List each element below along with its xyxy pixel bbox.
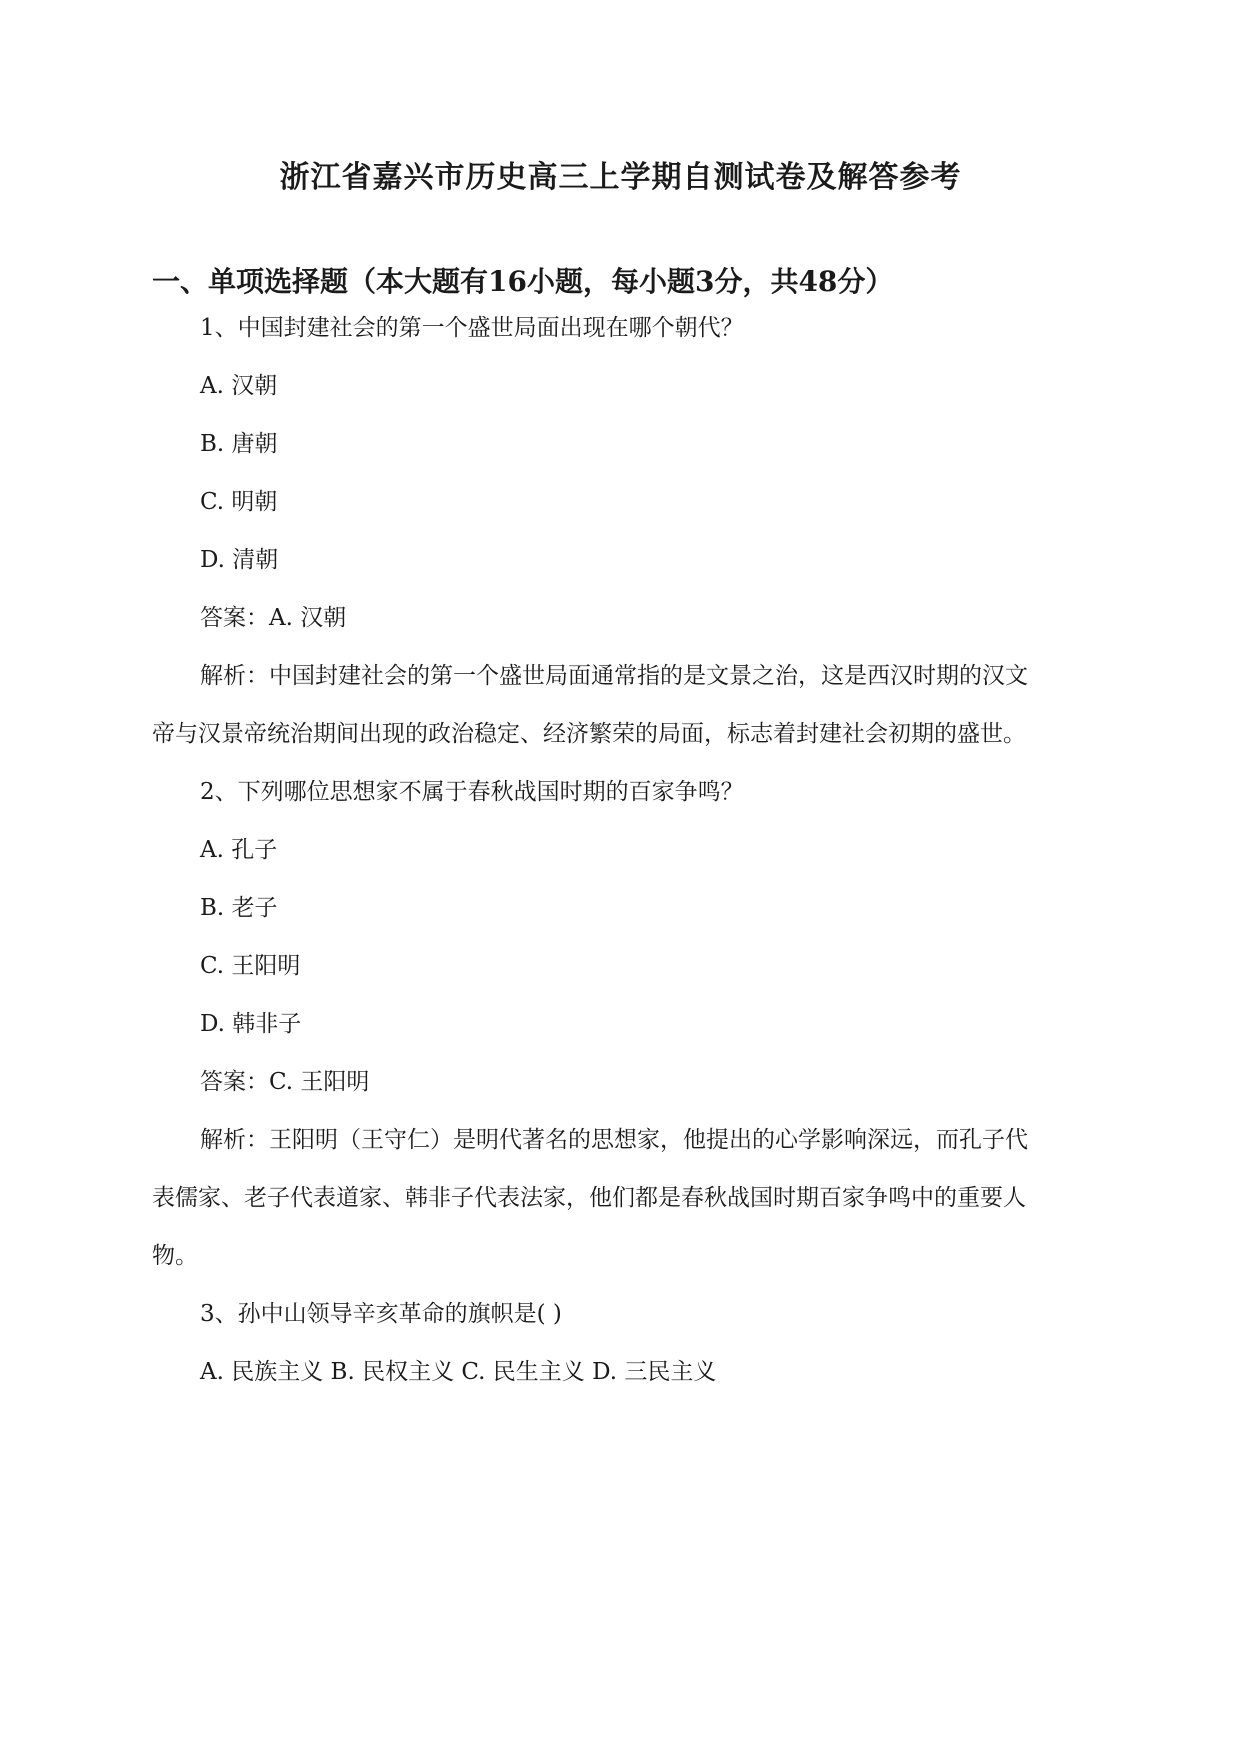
question-2-option-d: D. 韩非子 [200,1011,302,1037]
question-3-text: 3、孙中山领导辛亥革命的旗帜是( ) [200,1301,562,1327]
question-1-answer: 答案：A. 汉朝 [200,605,347,631]
question-2-explanation-line-1: 解析：王阳明（王守仁）是明代著名的思想家，他提出的心学影响深远，而孔子代 [200,1127,1028,1153]
question-1-option-a: A. 汉朝 [200,373,278,399]
question-1-text: 1、中国封建社会的第一个盛世局面出现在哪个朝代？ [200,315,744,341]
question-1-option-b: B. 唐朝 [200,431,278,457]
question-2-explanation-line-2: 表儒家、老子代表道家、韩非子代表法家，他们都是春秋战国时期百家争鸣中的重要人 [152,1185,1026,1211]
question-2-option-c: C. 王阳明 [200,953,301,979]
question-1-option-d: D. 清朝 [200,547,279,573]
question-1-explanation-line-2: 帝与汉景帝统治期间出现的政治稳定、经济繁荣的局面，标志着封建社会初期的盛世。 [152,721,1026,747]
document-title: 浙江省嘉兴市历史高三上学期自测试卷及解答参考 [279,160,962,195]
question-1-explanation-line-1: 解析：中国封建社会的第一个盛世局面通常指的是文景之治，这是西汉时期的汉文 [200,663,1028,689]
question-2-text: 2、下列哪位思想家不属于春秋战国时期的百家争鸣？ [200,779,744,805]
question-2-option-a: A. 孔子 [200,837,278,863]
question-2-answer: 答案：C. 王阳明 [200,1069,370,1095]
section-heading: 一、单项选择题（本大题有16小题，每小题3分，共48分） [152,265,894,298]
question-2-option-b: B. 老子 [200,895,278,921]
question-1-option-c: C. 明朝 [200,489,278,515]
question-2-explanation-line-3: 物。 [152,1243,198,1269]
question-3-options: A. 民族主义 B. 民权主义 C. 民生主义 D. 三民主义 [200,1359,717,1385]
